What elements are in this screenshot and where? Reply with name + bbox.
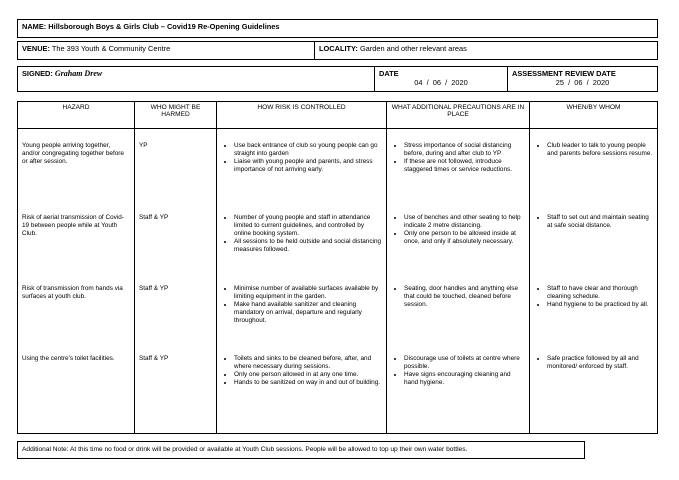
name-value: Hillsborough Boys & Girls Club – Covid19 Re-Opening Guidelines — [48, 22, 280, 31]
precautions-cell — [387, 285, 530, 355]
header-precautions: WHAT ADDITIONAL PRECAUTIONS ARE IN PLACE — [387, 102, 530, 129]
when-cell — [530, 355, 658, 434]
list-item: • Hand hygiene to be practiced by all. — [547, 301, 653, 309]
when-cell — [530, 285, 658, 355]
signature: Graham Drew — [54, 69, 103, 78]
header-hazard: HAZARD — [18, 102, 135, 129]
list-item: • Seating, door handles and anything else that could be touched, cleaned before session. — [404, 285, 525, 309]
venue-value: The 393 Youth & Community Centre — [51, 44, 171, 53]
hazard-cell: Risk of aerial transmission of Covid-19 between people while at Youth Club. — [18, 214, 135, 285]
precautions-cell — [387, 355, 530, 434]
header-when: WHEN/BY WHOM — [530, 102, 658, 129]
header-controls: HOW RISK IS CONTROLLED — [217, 102, 387, 129]
signed-label: SIGNED: — [22, 69, 53, 78]
list-item: • Toilets and sinks to be cleaned before, after, and where necessary during sessions. — [234, 355, 382, 371]
table-row — [18, 214, 658, 285]
table-row — [18, 355, 658, 434]
list-item: • Make hand available sanitizer and cleaning mandatory on arrival, departure and regularly throughout. — [234, 301, 382, 325]
list-item: • Only one person to be allowed inside at once, and only if absolutely necessary. — [404, 230, 525, 246]
precautions-cell — [387, 129, 530, 215]
when-cell — [530, 214, 658, 285]
list-item: • Hands to be sanitized on way in and out of building. — [234, 379, 382, 387]
list-item: • If these are not followed, introduce staggered times or service reductions. — [404, 158, 525, 174]
precautions-cell — [387, 214, 530, 285]
list-item: • Only one person allowed in at any one time. — [234, 371, 382, 379]
date-label: DATE — [379, 69, 399, 78]
controls-cell — [217, 285, 387, 355]
list-item: • Liaise with young people and parents, and stress importance of not arriving early. — [234, 158, 382, 174]
table-row — [18, 285, 658, 355]
list-item: • Stress importance of social distancing before, during and after club to YP — [404, 142, 525, 158]
list-item: • Use of benches and other seating to help indicate 2 metre distancing. — [404, 214, 525, 230]
list-item: • Minimise number of available surfaces available by limiting equipment in the garden. — [234, 285, 382, 301]
list-item: • Discourage use of toilets at centre where possible. — [404, 355, 525, 371]
controls-cell — [217, 214, 387, 285]
header-who: WHO MIGHT BE HARMED — [135, 102, 217, 129]
list-item: • Staff to set out and maintain seating at safe social distance. — [547, 214, 653, 230]
list-item: • Staff to have clear and thorough cleaning schedule. — [547, 285, 653, 301]
list-item: • Club leader to talk to young people and parents before sessions resume. — [547, 142, 653, 158]
who-cell: Staff & YP — [135, 285, 217, 355]
controls-cell — [217, 129, 387, 215]
risk-table — [17, 101, 658, 434]
hazard-cell: Young people arriving together, and/or congregating together before or after session. — [18, 129, 135, 215]
who-cell: Staff & YP — [135, 214, 217, 285]
table-header-row — [18, 102, 658, 129]
name-label: NAME: — [22, 22, 47, 31]
date-value: 04 / 06 / 2020 — [414, 78, 468, 87]
list-item: • Safe practice followed by all and monitored/ enforced by staff. — [547, 355, 653, 371]
list-item: • Have signs encouraging cleaning and hand hygiene. — [404, 371, 525, 387]
locality-value: Garden and other relevant areas — [359, 44, 467, 53]
venue-label: VENUE: — [22, 44, 50, 53]
who-cell: Staff & YP — [135, 355, 217, 434]
list-item: • Number of young people and staff in attendance limited to current guidelines, and controlled by online booking system. — [234, 214, 382, 238]
locality-label: LOCALITY: — [319, 44, 358, 53]
list-item: • All sessions to be held outside and social distancing measures followed. — [234, 238, 382, 254]
table-row — [18, 129, 658, 215]
additional-note: Additional Note: At this time no food or drink will be provided or available at Youth Club sessions. People will be allowed to top up their own water bottles. — [17, 441, 585, 459]
list-item: • Use back entrance of club so young people can go straight into garden — [234, 142, 382, 158]
hazard-cell: Risk of transmission from hands via surfaces at youth club. — [18, 285, 135, 355]
hazard-cell: Using the centre’s toilet facilities. — [18, 355, 135, 434]
review-date-label: ASSESSMENT REVIEW DATE — [512, 69, 616, 78]
signed-row — [17, 66, 658, 92]
who-cell: YP — [135, 129, 217, 215]
name-row — [17, 19, 658, 38]
controls-cell — [217, 355, 387, 434]
when-cell — [530, 129, 658, 215]
venue-row — [17, 41, 658, 60]
review-date-value: 25 / 06 / 2020 — [555, 78, 610, 87]
